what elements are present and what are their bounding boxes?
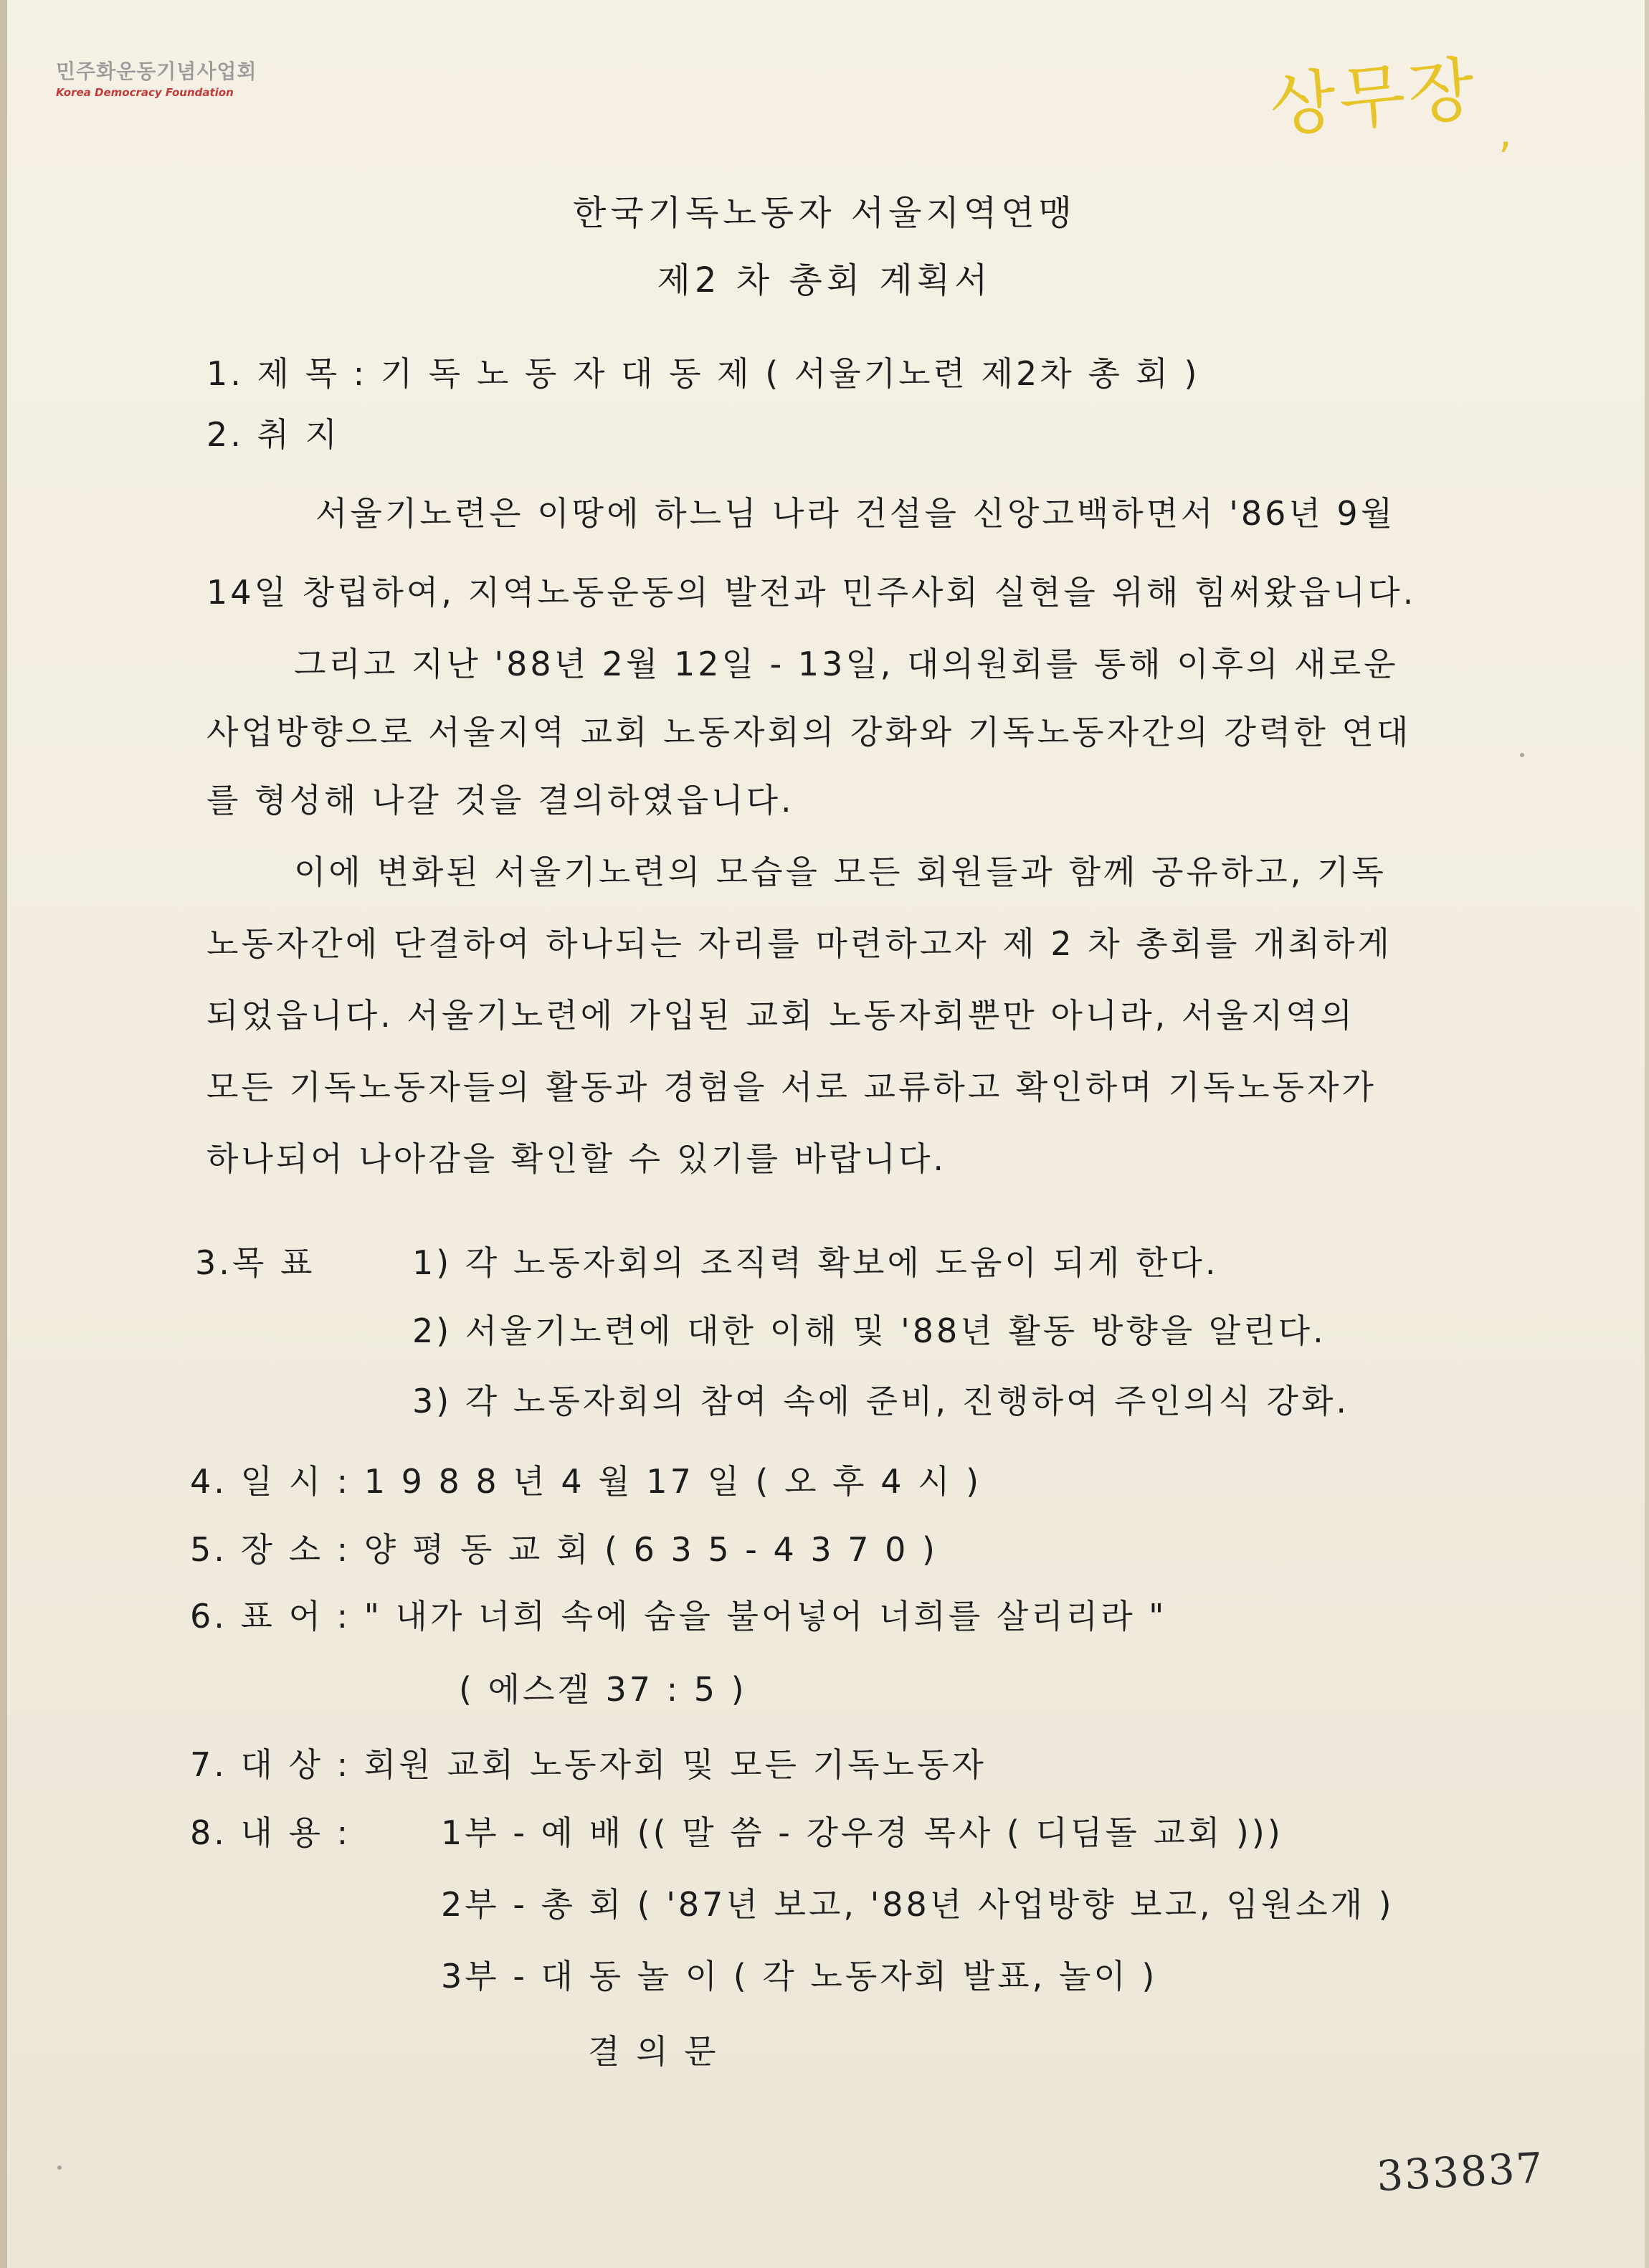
motto-reference: ( 에스겔 37 : 5 ) — [459, 1670, 747, 1709]
program-item: 2부 - 총 회 ( '87년 보고, '88년 사업방향 보고, 임원소개 ) — [441, 1885, 1394, 1924]
program-item: 3부 - 대 동 놀 이 ( 각 노동자회 발표, 놀이 ) — [441, 1957, 1158, 1996]
section-title: 1. 제 목 : 기 독 노 동 자 대 동 제 ( 서울기노련 제2차 총 회 ) — [206, 354, 1200, 393]
purpose-line: 모든 기독노동자들의 활동과 경험을 서로 교류하고 확인하며 기독노동자가 — [206, 1068, 1377, 1106]
section-program-label: 8. 내 용 : — [190, 1813, 351, 1852]
paper-edge-right — [1645, 0, 1649, 2268]
purpose-line: 노동자간에 단결하여 하나되는 자리를 마련하고자 제 2 차 총회를 개최하게 — [206, 924, 1392, 963]
section-motto: 6. 표 어 : " 내가 너희 속에 숨을 불어넣어 너희를 살리리라 " — [190, 1597, 1167, 1636]
stamp-mark: , — [1498, 108, 1513, 158]
goal-item: 1) 각 노동자회의 조직력 확보에 도움이 되게 한다. — [412, 1243, 1219, 1282]
handwritten-stamp: 상무장 — [1266, 48, 1481, 147]
paper-speck — [57, 2165, 62, 2170]
section-location: 5. 장 소 : 양 평 동 교 회 ( 6 3 5 - 4 3 7 0 ) — [190, 1530, 938, 1569]
section-goals-label: 3.목 표 — [195, 1243, 315, 1282]
document-title: 한국기독노동자 서울지역연맹 — [572, 193, 1077, 233]
watermark — [56, 56, 257, 99]
purpose-line: 사업방향으로 서울지역 교회 노동자회의 강화와 기독노동자간의 강력한 연대 — [206, 713, 1412, 751]
goal-item: 3) 각 노동자회의 참여 속에 준비, 진행하여 주인의식 강화. — [412, 1382, 1350, 1420]
purpose-line: 하나되어 나아감을 확인할 수 있기를 바랍니다. — [206, 1139, 947, 1178]
section-audience: 7. 대 상 : 회원 교회 노동자회 및 모든 기독노동자 — [190, 1745, 987, 1784]
purpose-line: 그리고 지난 '88년 2월 12일 - 13일, 대의원회를 통해 이후의 새로운 — [294, 645, 1399, 683]
watermark-korean: 민주화운동기념사업회 — [56, 60, 257, 83]
purpose-line: 14일 창립하여, 지역노동운동의 발전과 민주사회 실현을 위해 힘써왔읍니다. — [206, 573, 1417, 612]
program-item: 결 의 문 — [588, 2032, 719, 2071]
section-purpose-heading: 2. 취 지 — [206, 415, 341, 454]
purpose-line: 되었읍니다. 서울기노련에 가입된 교회 노동자회뿐만 아니라, 서울지역의 — [206, 996, 1356, 1035]
paper-edge-left — [0, 0, 7, 2268]
paper-speck — [1520, 753, 1524, 757]
archive-number: 333837 — [1375, 2143, 1546, 2201]
purpose-line: 이에 변화된 서울기노련의 모습을 모든 회원들과 함께 공유하고, 기독 — [294, 853, 1387, 891]
document-subtitle: 제2 차 총회 계획서 — [657, 260, 992, 300]
purpose-line: 를 형성해 나갈 것을 결의하였읍니다. — [206, 781, 794, 820]
program-item: 1부 - 예 배 (( 말 씀 - 강우경 목사 ( 디딤돌 교회 ))) — [441, 1813, 1283, 1852]
goal-item: 2) 서울기노련에 대한 이해 및 '88년 활동 방향을 알린다. — [412, 1311, 1326, 1350]
section-datetime: 4. 일 시 : 1 9 8 8 년 4 월 17 일 ( 오 후 4 시 ) — [190, 1462, 982, 1501]
watermark-english: Korea Democracy Foundation — [56, 86, 234, 99]
purpose-line: 서울기노련은 이땅에 하느님 나라 건설을 신앙고백하면서 '86년 9월 — [315, 494, 1396, 533]
